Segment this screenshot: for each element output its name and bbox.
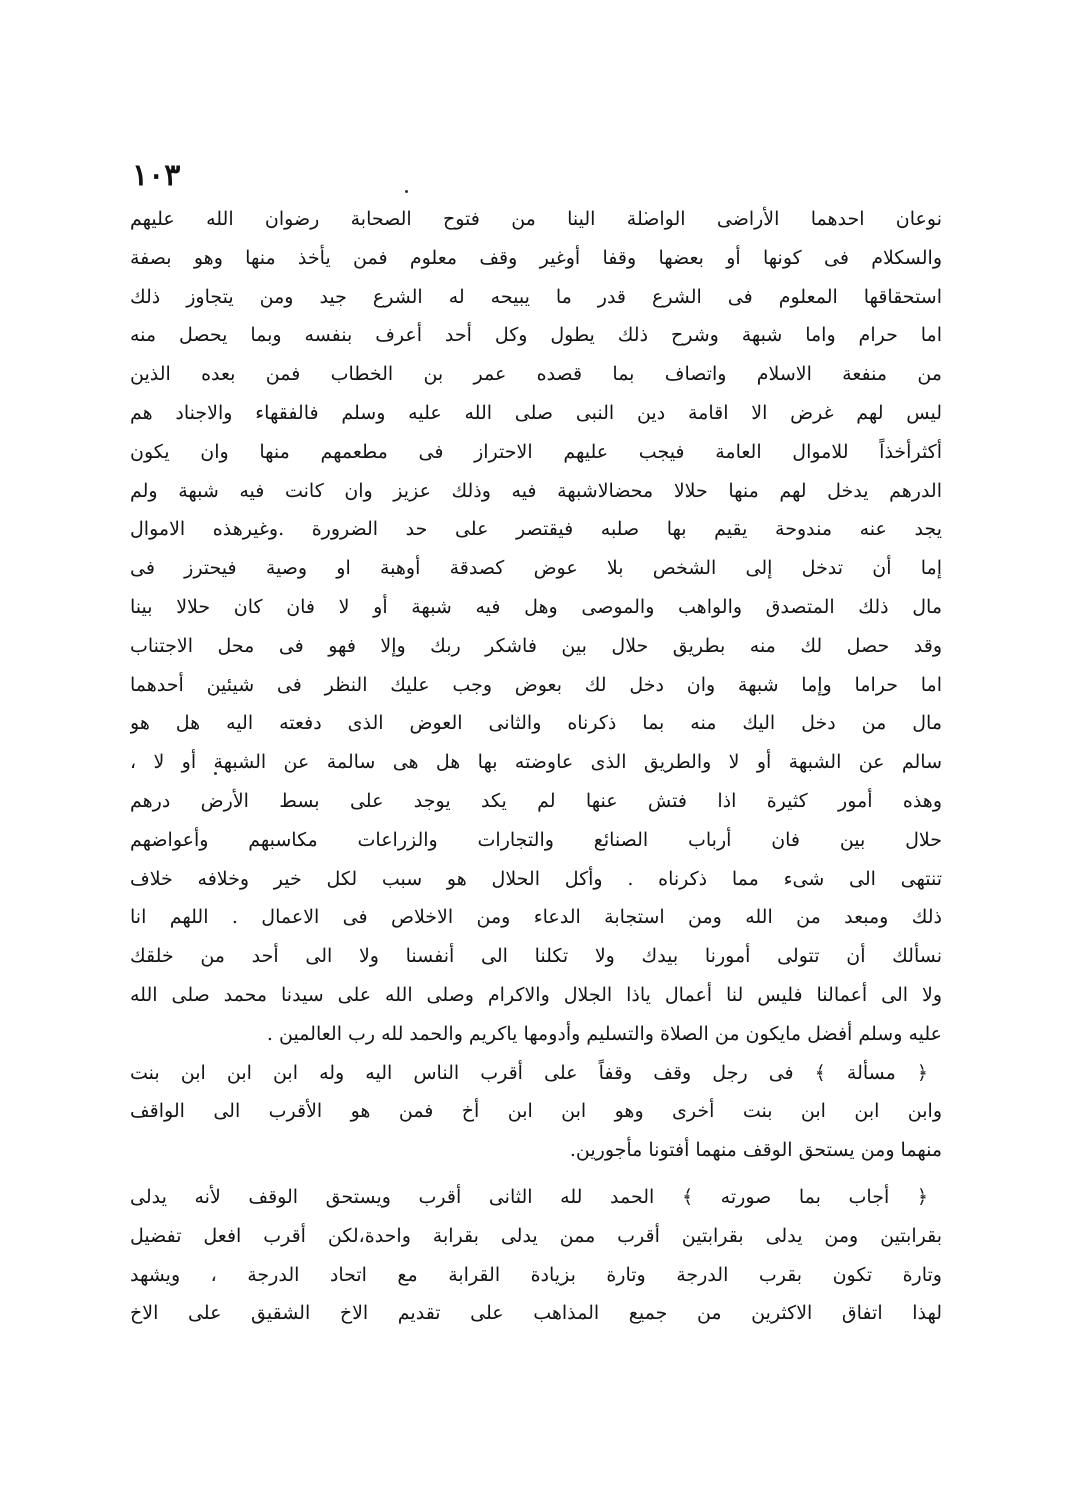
text-line: نوعان احدهما الأراضى الواصلة الينا من فتوح الصحابة رضوان الله عليهم xyxy=(130,208,942,230)
question-line: منهما ومن يستحق الوقف منهما أفتونا مأجورين. xyxy=(569,1139,942,1162)
text-line: ذلك ومبعد من الله ومن استجابة الدعاء ومن الاخلاص فى الاعمال . اللهم انا xyxy=(130,906,942,929)
text-line: يجد عنه مندوحة يقيم بها صلبه فيقتصر على حد الضرورة .وغيرهذه الاموال xyxy=(130,518,942,541)
text-line: عليه وسلم أفضل مايكون من الصلاة والتسليم وأدومها ياكريم والحمد لله رب العالمين . xyxy=(266,1022,942,1045)
text-line: سالم عن الشبهة أو لا والطريق الذى عاوضته بها هل هى سالمة عن الشبهة أو لا ، xyxy=(130,751,942,774)
text-line: والسكلام فى كونها أو بعضها وقفا أوغير وقف معلوم فمن يأخذ منها وهو بصفة xyxy=(130,246,942,269)
text-line: وقد حصل لك منه بطريق حلال بين فاشكر ربك وإلا فهو فى محل الاجتناب xyxy=(130,634,942,657)
text-line: من منفعة الاسلام واتصاف بما قصده عمر بن الخطاب فمن بعده الذين xyxy=(130,363,942,386)
answer-line: وتارة تكون بقرب الدرجة وتارة بزيادة القرابة مع اتحاد الدرجة ، ويشهد xyxy=(130,1263,942,1286)
text-line: اما حرام واما شبهة وشرح ذلك يطول وكل أحد أعرف بنفسه وبما يحصل منه xyxy=(130,324,942,347)
answer-line: لهذا اتفاق الاكثرين من جميع المذاهب على تقديم الاخ الشقيق على الاخ xyxy=(130,1302,942,1325)
text-line: إما أن تدخل إلى الشخص بلا عوض كصدقة أوهبة او وصية فيحترز فى xyxy=(130,557,942,580)
text-line: مال من دخل اليك منه بما ذكرناه والثانى العوض الذى دفعته اليه هل هو xyxy=(130,712,942,735)
text-line: أكثرأخذاً للاموال العامة فيجب عليهم الاحتراز فى مطعمهم منها وان يكون xyxy=(130,440,942,463)
text-line: وهذه أمور كثيرة اذا فتش عنها لم يكد يوجد على بسط الأرض درهم xyxy=(130,789,942,812)
text-line: الدرهم يدخل لهم منها حلالا محضالاشبهة فيه وذلك عزيز وان كانت فيه شبهة ولم xyxy=(130,479,942,502)
text-line: نسألك أن تتولى أمورنا بيدك ولا تكلنا الى أنفسنا ولا الى أحد من خلقك xyxy=(130,945,942,968)
main-text-block xyxy=(130,200,942,1333)
question-line: ﴿ مسألة ﴾ فى رجل وقف وقفاً على أقرب الناس اليه وله ابن ابن ابن بنت xyxy=(130,1061,928,1084)
answer-line: ﴿ أجاب بما صورته ﴾ الحمد لله الثانى أقرب ويستحق الوقف لأنه يدلى xyxy=(130,1185,928,1208)
text-line: ولا الى أعمالنا فليس لنا أعمال ياذا الجلال والاكرام وصلى الله على سيدنا محمد صلى الله xyxy=(130,983,942,1006)
question-line: وابن ابن ابن بنت أخرى وهو ابن ابن أخ فمن هو الأقرب الى الواقف xyxy=(130,1100,942,1123)
text-line: حلال بين فان أرباب الصنائع والتجارات والزراعات مكاسبهم وأعواضهم xyxy=(130,828,942,851)
text-line: ليس لهم غرض الا اقامة دين النبى صلى الله عليه وسلم فالفقهاء والاجناد هم xyxy=(130,401,942,424)
text-line: تنتهى الى شىء مما ذكرناه . وأكل الحلال هو سبب لكل خير وخلافه خلاف xyxy=(130,867,942,890)
page-number: ١٠٣ xyxy=(132,158,181,193)
text-line: استحقاقها المعلوم فى الشرع قدر ما يبيحه له الشرع جيد ومن يتجاوز ذلك xyxy=(130,285,942,308)
text-line: اما حراما وإما شبهة وان دخل لك بعوض وجب عليك النظر فى شيئين أحدهما xyxy=(130,673,942,696)
ink-speck xyxy=(405,190,408,193)
answer-line: بقرابتين ومن يدلى بقرابتين أقرب ممن يدلى بقرابة واحدة،لكن أقرب افعل تفضيل xyxy=(130,1224,942,1247)
text-line: مال ذلك المتصدق والواهب والموصى وهل فيه شبهة أو لا فان كان حلالا بينا xyxy=(130,595,942,618)
